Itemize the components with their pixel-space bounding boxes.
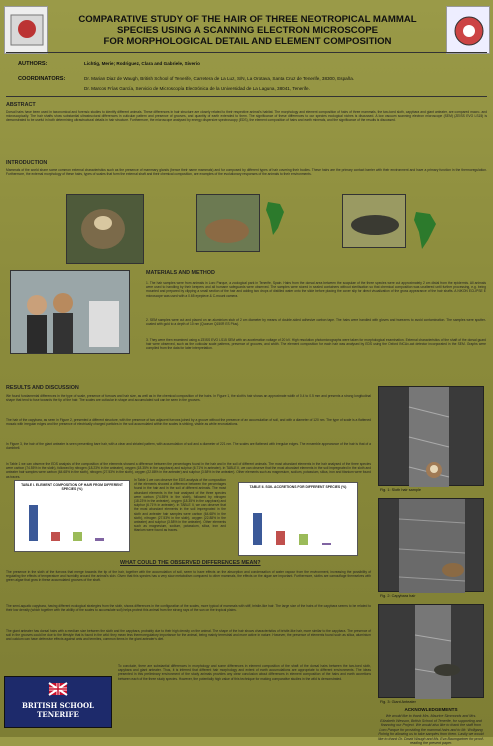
authors-label: AUTHORS: — [18, 61, 48, 67]
materials-text-2: 2. SEM samples were cut and placed on an aluminium stub of 2 cm diameter by means of double-sided adhesive carbon tape. The hairs were handled with gloves and tweezers to avoid contamination. The samples were sputter-coated with gold to a depth of 10 nm (Quorum Q150R ES Plus). — [146, 318, 486, 327]
table-bar — [29, 505, 38, 541]
capybara-hair-sem-image — [378, 498, 484, 592]
figure-2-caption: Fig. 2: Capybara hair — [380, 594, 416, 598]
materials-title: MATERIALS AND METHOD — [146, 270, 215, 276]
coordinator-2: Dr. Marcos Frías García, Servicio de Microscopía Electrónica de la Universidad de La Laguna, 38041, Tenerife. — [84, 86, 310, 91]
title-line-1: COMPARATIVE STUDY OF THE HAIR OF THREE NEOTROPICAL MAMMAL — [78, 14, 417, 25]
materials-text-3: 3. They were then examined using a ZEISS EVO LS15 SEM with an acceleration voltage of 20 kV. High resolution photomicrographs were taken for morphological examination. External characteristics of the shaft of the dorsal guard hair were observed, such as the cuticular scale patterns, presence of grooves, and width. The element composition for each hair was analysed by EDS using the Oxford INCAx-act detector incorporated in the SEM. Graphs were compiled from the data for later interpretation. — [146, 338, 486, 351]
question-title: WHAT COULD THE OBSERVED DIFFERENCES MEAN? — [120, 560, 261, 566]
abstract-title: ABSTRACT — [6, 102, 36, 108]
capybara-photo — [196, 194, 260, 252]
authors-names: Lichtig, Merie; Rodriguez, Clara and Gabriele, Siverio — [84, 61, 200, 66]
introduction-text: Mammals of the world share some common external characteristics such as the presence of mammary glands (hence their name mammals) and fur composed by different types of hair covering their bodies. These hairs are the primary contact barrier with their environment and have a primary function in the thermoregulation. Furthermore, the external morphology of these hairs, types of scales that form the external shaft and their chemical composition, are examples of the evolutionary responses of the animals to their environments. — [6, 168, 487, 177]
table-bar — [253, 513, 262, 545]
table-bar — [95, 538, 104, 541]
table-bar — [51, 532, 60, 541]
table-bar — [322, 543, 331, 545]
science-logo — [446, 6, 490, 54]
abstract-text: Dorsal hairs have been used in taxonomical and forensic studies to identify different animals. These differences in hair structure are closely related to their respective animal's habitat. The morphology and element composition of hairs of three mammals, the two-toed sloth, capybara and giant anteater, are compared macro- and microscopically. The hair shafts show substantial ultrastructural differences in cuticular pattern and presence of grooves, and quantity of earth extended to them. The significance of these differences to our species ecological niches is discussed. A low vacuum scanning electron microscope (SEM) (ZEISS EVO LS15) is demonstrated to be useful in both determining ultrastructural details in hair structure. Furthermore, the microscope analysed by energy dispersive spectroscopy (EDS), the element composition of hairs and earth minerals, and the significance of the results is discussed. — [6, 110, 487, 123]
table-1 — [14, 480, 130, 552]
school-name-line1: BRITISH SCHOOL — [22, 701, 94, 710]
school-name-line2: TENERIFE — [37, 710, 79, 719]
table-1-bars — [15, 481, 131, 553]
materials-text-1: 1. The hair samples were from animals in Loro Parque, a zoological park in Tenerife, Spain. Hairs from the dorsal area between the scapulae of the three species were cut approximately 2 cm distal from the epidermis. All animals were used to handling by their keepers and all humane safeguards were observed. The samples were stored in sealed containers without sterilisation so that chemical composition was unaltered until further processing, e.g. being mounted and prepared by clipping a small section of the hair and adding two drops of distilled water onto the slide before placing the cover slip for direct visualization of the gross appearance of the hair shafts. A NIKON ECLIPSE E microscope was used with a 0.65 eyepiece & C-mount camera. — [146, 281, 486, 298]
divider — [6, 96, 487, 97]
results-text-4: In Table 1 we can observe the EDS analysis of the composition of the elements showed a difference between the percentages found in the hair and in the soil of different animals. The most abundant elements in the hair analysed of the three species were carbon (74.55% in the sloth), followed by nitrogen (18.23% in the anteater), oxygen (18.35% in the capybara) and sulphur (6.71% in anteater). In TABLE II, we can observe that the most abundant elements in the soil impregnated in the sloth and anteater hair samples were carbon (64.68% in the sloth), nitrogen (27.53% in the sloth), oxygen (22.88% in the anteater) and sulphur (3.58% in the anteater). Other elements such as magnesium, sodium, potassium, silica, iron and titanium were found as traces. — [6, 462, 371, 479]
figure-3-caption: Fig. 3: Giant Anteater — [380, 700, 416, 704]
title-line-3: FOR MORPHOLOGICAL DETAIL AND ELEMENT COMPOSITION — [103, 36, 392, 47]
table-2-bars — [239, 483, 359, 557]
discussion-text-2: The semi-aquatic capybara, having different ecological strategies from the sloth, shows differences in the configuration of the scales, more typical of mammals with stiff, bristle-like hair. The large size of the hairs of the capybara seems to be related to their low density (which together with the ability of the scales to accumulate soil) helps protect this animal from the strong rays of the sun on the tropical plains. — [6, 604, 371, 613]
acknowledgements-title: ACKNOWLEDGEMENTS — [404, 707, 458, 712]
table-bar — [299, 534, 308, 545]
table-bar — [276, 531, 285, 545]
title-line-2: SPECIES USING A SCANNING ELECTRON MICROSCOPE — [116, 25, 378, 36]
discussion-text-3: The giant anteater has dorsal hairs with a medium size between the sloth and the capybara, probably due to their high density on the animal. The shape of the hair shows characteristics of bristle-like hair, more similar to the capybara. The presence of soil in the grooves could be due to the lifestyle that is found in the wild: they mean less thermoregulatory importance for the animal, being mainly terrestrial and more active in nature. However, the presence of elements found such as silica, aluminium and calcium can have defensive effects against ants and termites, common items in the giant anteater's diet. — [6, 629, 371, 642]
discussion-text-4: To conclude, there are substantial differences in morphology and some differences in element composition of the shaft of the dorsal hairs between the two-toed sloth, capybara and giant anteater. Thus, it is inferred that different hair morphology and extent of earth accumulations are appropriate to different environments. The ideas presented in this preliminary environment of the study animals provides any clear conclusion about differences in element composition of the hairs and earth accretions between each of the three study species. However, the potentially high value of this technique for making comparative studies in the wild is demonstrated. — [118, 664, 371, 681]
table-2 — [238, 482, 358, 556]
capybara-icon — [440, 560, 466, 578]
anteater-hair-sem-image — [378, 604, 484, 698]
poster-title — [50, 14, 445, 47]
anteater-icon — [432, 660, 462, 678]
south-america-map — [264, 200, 286, 236]
table-1-title: TABLE I. ELEMENT COMPOSITION OF HAIR FROM DIFFERENT SPECIES (%) — [21, 483, 123, 491]
figure-1-caption: Fig. 1: Sloth hair sample — [380, 488, 421, 492]
university-logo — [4, 6, 48, 54]
table-bar — [73, 532, 82, 541]
lab-photo — [10, 270, 130, 354]
results-text-2: The hair of the capybara, as seen in Figure 2, presented a different structure, with the presence of two adjacent furrows joined by a groove without the presence of an accumulation of soil, and with a diameter of 120 nm. The type of scale is a flattened mosaic with irregular edges and the presence of electrically charged particles in the soil accumulated within the scales is striking, visible as white encrustations. — [6, 418, 371, 427]
divider — [6, 52, 487, 53]
results-text-1: We found fundamental differences in the type of scale, presence of furrows and hair size, as well as in the chemical composition of the hairs. In Figure 1, the sloth's hair shows an approximate width of 0.4 to 0.5 mm and presents a strong longitudinal shape that tend to fuse towards the tip of the hair. The scales are cuticular in shape and accumulated soil can be seen in the grooves. — [6, 394, 371, 403]
anteater-photo — [342, 194, 406, 248]
acknowledgements-text: We would like to thank Mrs. Maurice Simmonds and Mrs. Elizabeth Wesson, British School of Tenerife, for supporting and financing our Project. We would also like to thank the staff from Loro Parque for providing the mammal hairs and to Mr. Wolfgang Rohrig for allowing us to take samples from them. Lastly we would like to thank Dr. David Waugh and Ms. Eva Baumgartner for proof-reading the present paper. — [378, 714, 484, 745]
introduction-title: INTRODUCTION — [6, 160, 48, 166]
results-text-3: In Figure 3, the hair of the giant anteater is seen presenting bare hair, with a clear and striated pattern, with accumulation of soil and a diameter of 221 nm. The scales are flattened with irregular edges. The ensemble appearance of the hair is that of a dumbbell. — [6, 442, 371, 451]
coordinator-1: Dr. Marian Diaz de Waugh, British School of Tenerife, Carretera de La Luz, S/N, La Orotava, Santa Cruz de Tenerife, 38300, España. — [84, 76, 355, 81]
sloth-icon — [424, 460, 444, 480]
discussion-text-1: The presence in the sloth of the furrows that merge towards the tip of the hair, together with the accumulation of soil, seem to have effects on the absorption and condensation of water vapour from the environment, increasing the possibility of regulating the effects of temperature and humidity around the animal's skin. Given that this species has a very slow metabolism compared to other mammals, the effects on the algae are important. Furthermore, sloths are camouflage themselves with green algae that grow in these accumulated grooves of the shaft. — [6, 570, 371, 583]
sloth-photo — [66, 194, 144, 264]
results-text-cont: In Table 1 we can observe the EDS analysis of the composition of the elements showed a difference between the percentages found in the hair and in the soil of different animals. The most abundant elements in the hair analysed of the three species were carbon (74.55% in the sloth), followed by nitrogen (18.23% in the anteater), oxygen (18.35% in the capybara) and sulphur (6.71% in anteater). In TABLE II, we can observe that the most abundant elements in the soil impregnated in the sloth and anteater hair samples were carbon (64.68% in the sloth), nitrogen (27.53% in the sloth), oxygen (22.88% in the anteater) and sulphur (3.58% in the anteater). Other elements such as magnesium, sodium, potassium, silica, iron and titanium were found as traces. — [134, 478, 227, 533]
coordinators-label: COORDINATORS: — [18, 76, 66, 82]
british-school-logo — [4, 676, 112, 728]
south-america-map — [412, 210, 438, 250]
results-title: RESULTS AND DISCUSSION — [6, 385, 79, 391]
table-2-title: TABLE II. SOIL ACCRETIONS FOR DIFFERENT SPECIES (%) — [249, 485, 347, 489]
